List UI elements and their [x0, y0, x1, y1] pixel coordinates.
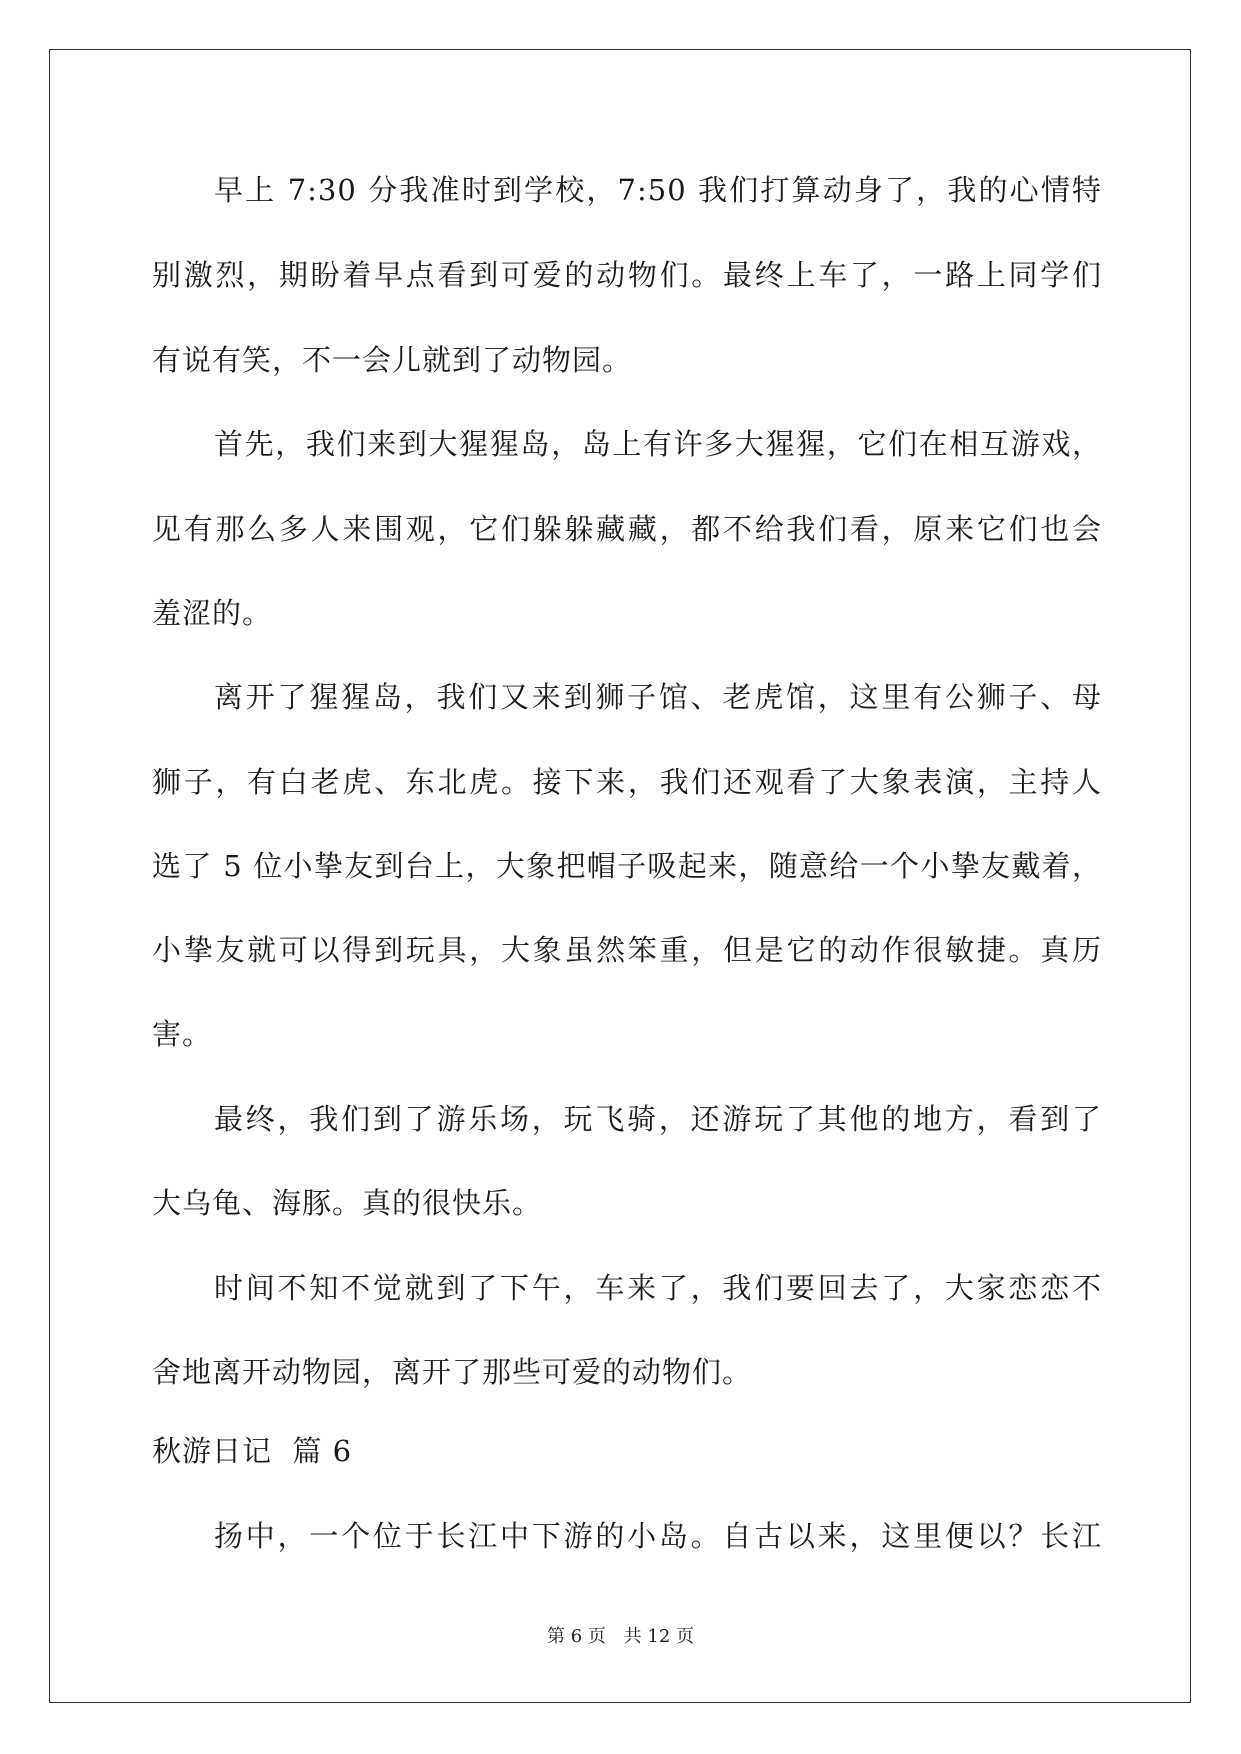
paragraph-3-line-4: 小挚友就可以得到玩具，大象虽然笨重，但是它的动作很敏捷。真历	[152, 933, 1102, 967]
paragraph-2-line-3: 羞涩的。	[152, 596, 273, 630]
paragraph-2-line-2: 见有那么多人来围观，它们躲躲藏藏，都不给我们看，原来它们也会	[152, 512, 1102, 546]
paragraph-5-line-1: 时间不知不觉就到了下午，车来了，我们要回去了，大家恋恋不	[214, 1271, 1102, 1305]
paragraph-5-line-2: 舍地离开动物园，离开了那些可爱的动物们。	[152, 1355, 753, 1389]
paragraph-3-line-2: 狮子，有白老虎、东北虎。接下来，我们还观看了大象表演，主持人	[152, 765, 1102, 799]
paragraph-3-line-5: 害。	[152, 1017, 213, 1051]
paragraph-1-line-1: 早上 7:30 分我准时到学校，7:50 我们打算动身了，我的心情特	[214, 173, 1102, 207]
page-footer	[0, 1625, 1241, 1649]
paragraph-2-line-1: 首先，我们来到大猩猩岛，岛上有许多大猩猩，它们在相互游戏，	[214, 427, 1102, 461]
paragraph-3-line-3: 选了 5 位小挚友到台上，大象把帽子吸起来，随意给一个小挚友戴着，	[152, 849, 1102, 883]
paragraph-4-line-1: 最终，我们到了游乐场，玩飞骑，还游玩了其他的地方，看到了	[214, 1102, 1102, 1136]
total-pages: 共 12 页	[623, 1626, 694, 1647]
paragraph-4-line-2: 大乌龟、海豚。真的很快乐。	[152, 1186, 543, 1220]
page-number: 第 6 页	[547, 1626, 606, 1647]
section-heading: 秋游日记 篇 6	[152, 1434, 353, 1468]
paragraph-6-line-1: 扬中，一个位于长江中下游的小岛。自古以来，这里便以？长江	[214, 1519, 1102, 1553]
paragraph-1-line-3: 有说有笑，不一会儿就到了动物园。	[152, 343, 633, 377]
paragraph-3-line-1: 离开了猩猩岛，我们又来到狮子馆、老虎馆，这里有公狮子、母	[214, 680, 1102, 714]
paragraph-1-line-2: 别激烈，期盼着早点看到可爱的动物们。最终上车了，一路上同学们	[152, 258, 1102, 292]
